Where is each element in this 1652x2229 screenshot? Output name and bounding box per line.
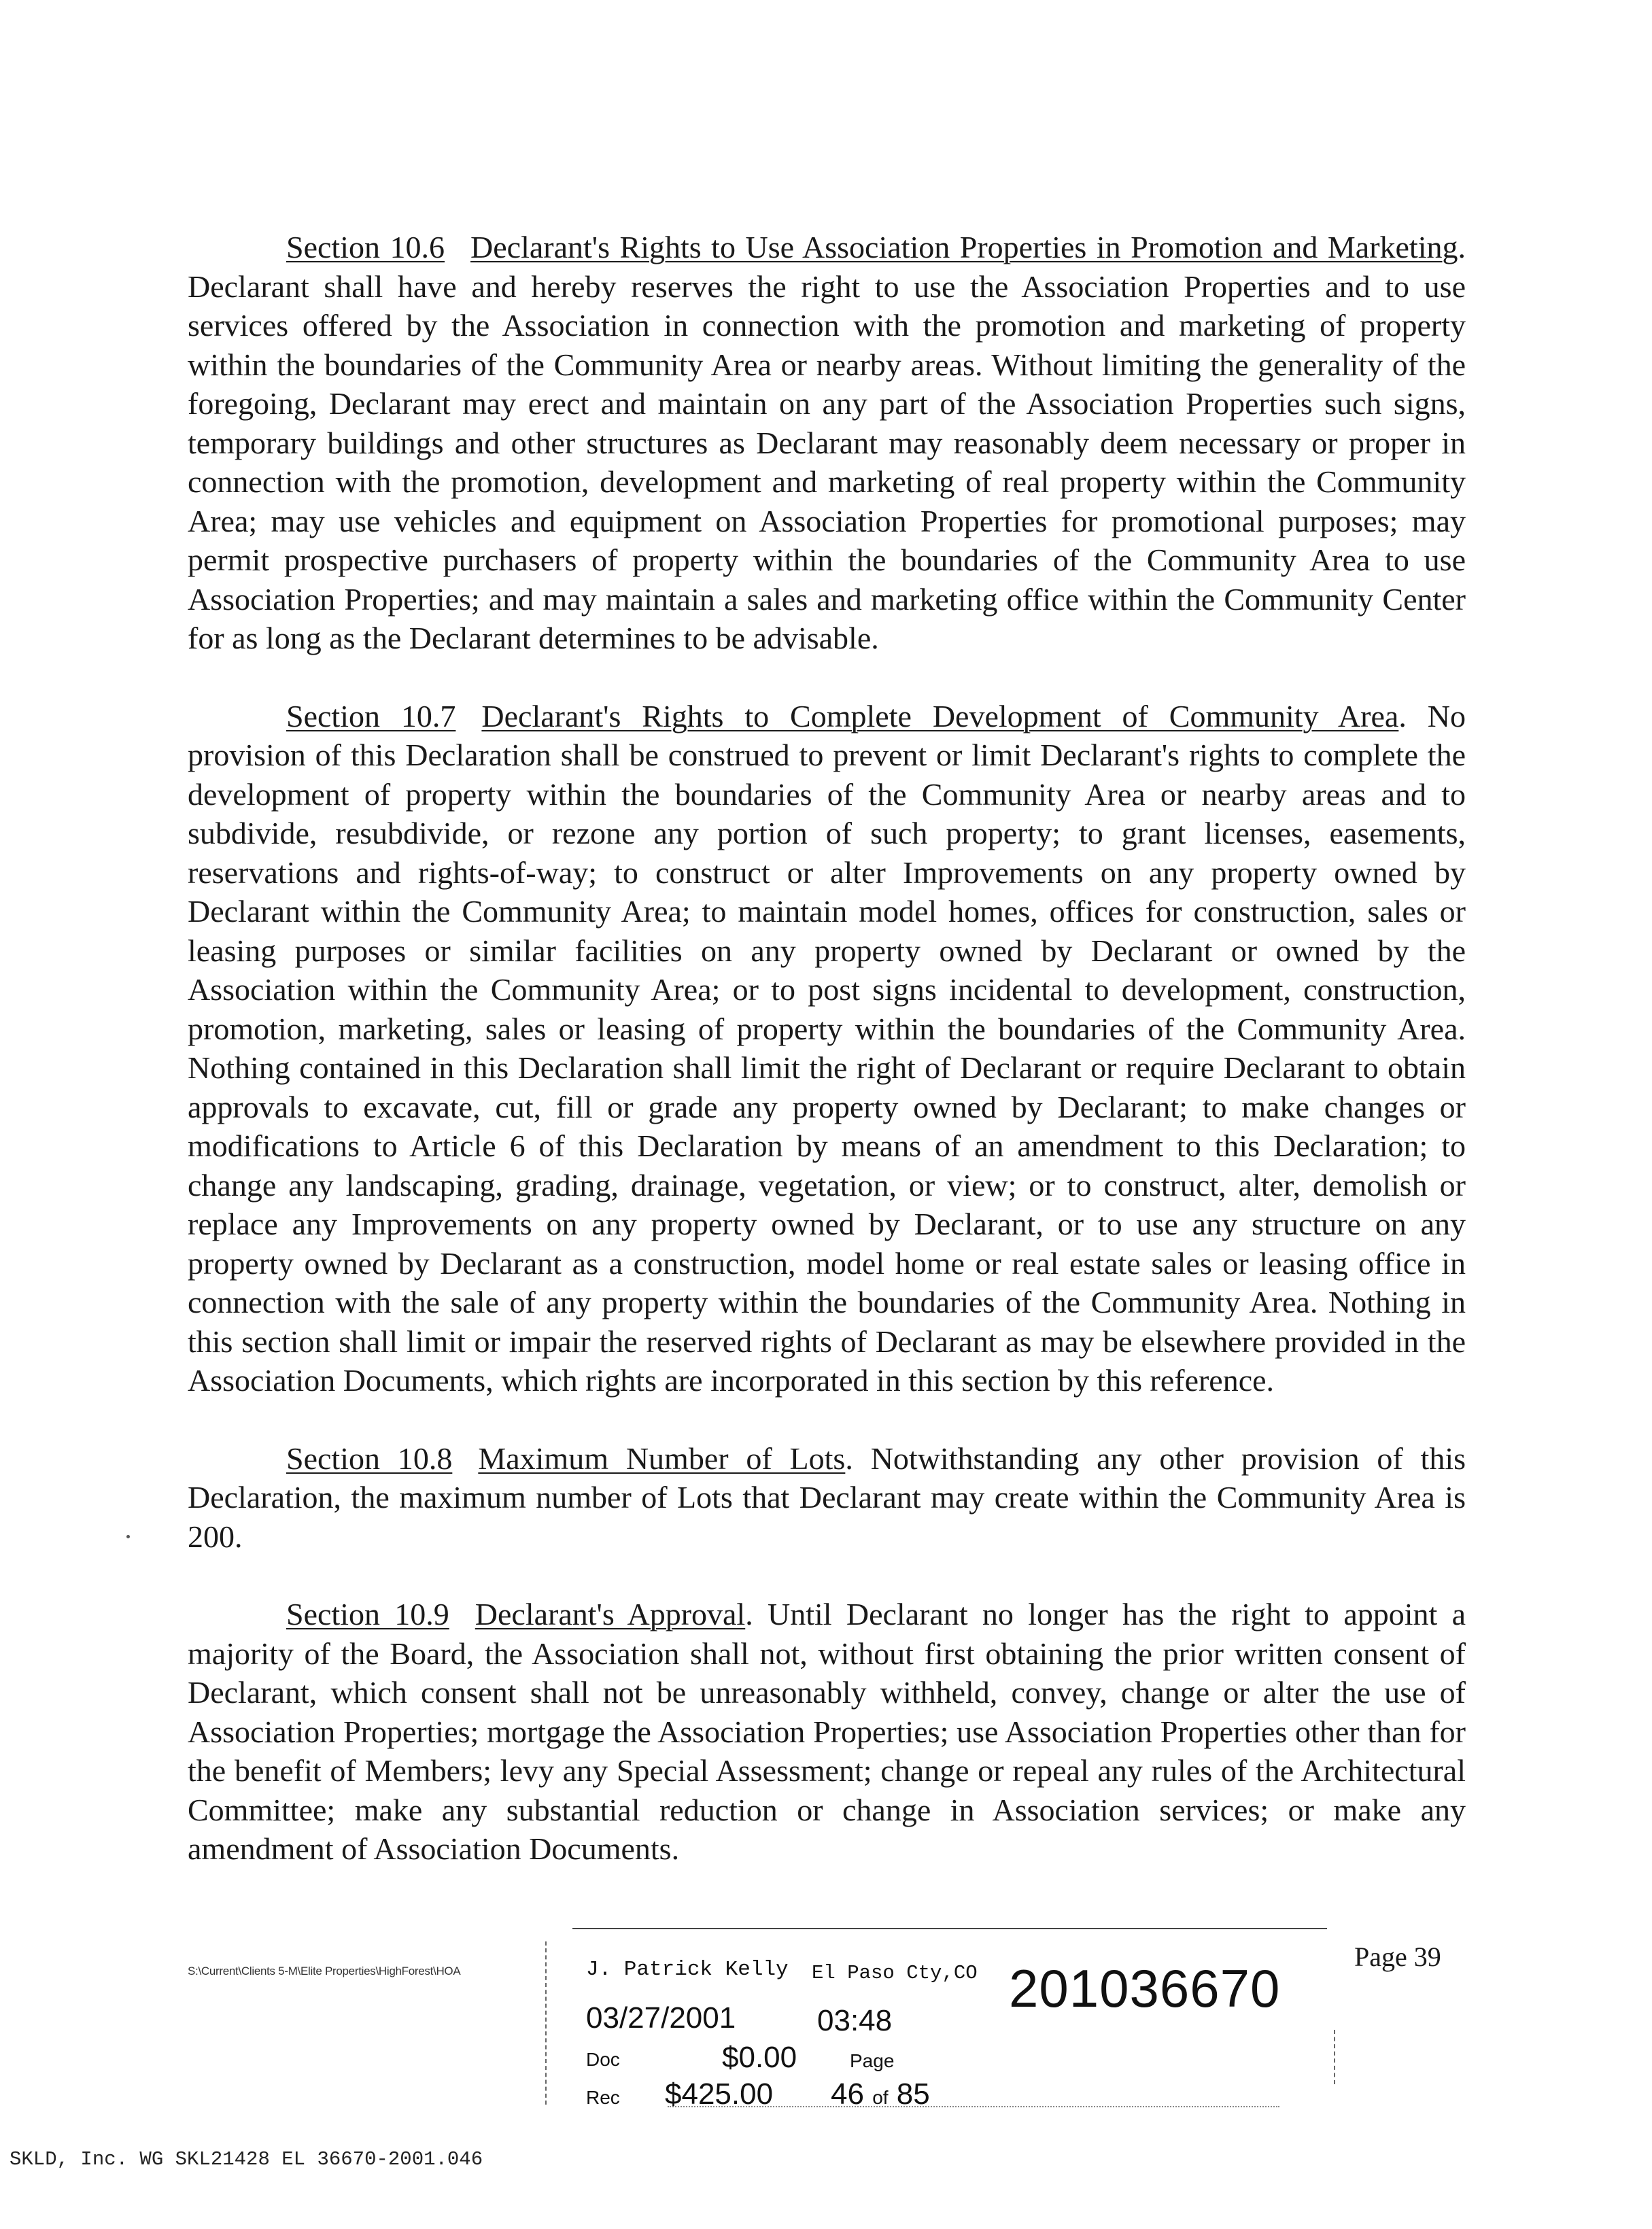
stamp-page-total: 85 xyxy=(896,2077,930,2111)
stamp-date: 03/27/2001 xyxy=(586,2001,736,2035)
scan-speck xyxy=(126,1535,130,1538)
section-text: Notwithstanding any other provision of this Declaration, the maximum number of Lots that Declarant may create within the Community Area is 200. xyxy=(188,1440,1466,1554)
section-title: Declarant's Approval xyxy=(475,1597,746,1631)
stamp-rec-fee: $425.00 xyxy=(665,2077,774,2111)
document-id-line: SKLD, Inc. WG SKL21428 EL 36670-2001.046 xyxy=(10,2148,483,2171)
section-number: Section 10.7 xyxy=(286,698,456,733)
section-text: No provision of this Declaration shall be construed to prevent or limit Declarant's rights to complete the development of property within the boundaries of the Community Area or nearby areas and to subdivide, resubdivide, or rezone any portion of such property; to grant licenses, easements, reservations and rights-of-way; to construct or alter Improvements on any property owned by Declarant within the Community Area; to maintain model homes, offices for construction, sales or leasing purposes or similar facilities on any property owned by Declarant or owned by the Association within the Community Area; or to post signs incidental to development, construction, promotion, marketing, sales or leasing of property within the boundaries of the Community Area. Nothing contained in this Declaration shall limit the right of Declarant or require Declarant to obtain approvals to excavate, cut, fill or grade any property owned by Declarant; to make changes or modifications to Article 6 of this Declaration by means of an amendment to this Declaration; to change any landscaping, grading, drainage, vegetation, or view; or to construct, alter, demolish or replace any Improvements on any property owned by Declarant, or to use any structure on any property owned by Declarant as a construction, model home or real estate sales or leasing office in connection with the sale of any property within the boundaries of the Community Area. Nothing in this section shall limit or impair the reserved rights of Declarant as may be elsewhere provided in the Association Documents, which rights are incorporated in this section by this reference. xyxy=(188,698,1466,1398)
section-number: Section 10.9 xyxy=(286,1597,449,1631)
stamp-doc-fee: $0.00 xyxy=(722,2041,797,2074)
section-text: Declarant shall have and hereby reserves the right to use the Association Properties and to use services offered by the Association in connection with the promotion and marketing of property within the boundaries of the Community Area or nearby areas. Without limiting the generality of the foregoing, Declarant may erect and maintain on any part of the Association Properties such signs, temporary buildings and other structures as Declarant may reasonably deem necessary or proper in connection with the promotion, development and marketing of real property within the Community Area; may use vehicles and equipment on Association Properties for promotional purposes; may permit prospective purchasers of property within the boundaries of the Community Area to use Association Properties; and may maintain a sales and marketing office within the Community Center for as long as the Declarant determines to be advisable. xyxy=(188,269,1466,655)
section-number: Section 10.8 xyxy=(286,1440,453,1476)
file-path: S:\Current\Clients 5-M\Elite Properties\HighForest\HOA xyxy=(188,1965,461,1977)
section-10-8: Section 10.8 Maximum Number of Lots. Notwithstanding any other provision of this Declaration, the maximum number of Lots that Declarant may create within the Community Area is 200. xyxy=(188,1440,1466,1554)
section-number: Section 10.6 xyxy=(286,230,445,264)
page-number: Page 39 xyxy=(1354,1941,1441,1972)
section-text: Until Declarant no longer has the right to appoint a majority of the Board, the Association shall not, without first obtaining the prior written consent of Declarant, which consent shall not be unreasonably withheld, convey, change or alter the use of Association Properties; mortgage the Association Properties; use Association Properties other than for the benefit of Members; levy any Special Assessment; change or repeal any rules of the Architectural Committee; make any substantial reduction or change in Association services; or make any amendment of Association Documents. xyxy=(188,1597,1466,1866)
stamp-rec-label: Rec xyxy=(586,2087,620,2108)
stamp-of-label: of xyxy=(872,2087,889,2108)
stamp-right-border xyxy=(1334,2030,1337,2084)
section-title: Declarant's Rights to Use Association Properties in Promotion and Marketing xyxy=(470,230,1458,264)
recording-stamp xyxy=(545,1928,1347,2111)
stamp-page-count xyxy=(831,2077,930,2111)
section-10-9: Section 10.9 Declarant's Approval. Until Declarant no longer has the right to appoint a majority of the Board, the Association shall not, without first obtaining the prior written consent of Declarant, which consent shall not be unreasonably withheld, convey, change or alter the use of Association Properties; mortgage the Association Properties; use Association Properties other than for the benefit of Members; levy any Special Assessment; change or repeal any rules of the Architectural Committee; make any substantial reduction or change in Association services; or make any amendment of Association Documents. xyxy=(188,1597,1466,1866)
stamp-top-rule xyxy=(572,1928,1327,1929)
section-10-7: Section 10.7 Declarant's Rights to Complete Development of Community Area. No provision of this Declaration shall be construed to prevent or limit Declarant's rights to complete the development of property within the boundaries of the Community Area or nearby areas and to subdivide, resubdivide, or rezone any portion of such property; to grant licenses, easements, reservations and rights-of-way; to construct or alter Improvements on any property owned by Declarant within the Community Area; to maintain model homes, offices for construction, sales or leasing purposes or similar facilities on any property owned by Declarant or owned by the Association within the Community Area; or to post signs incidental to development, construction, promotion, marketing, sales or leasing of property within the boundaries of the Community Area. Nothing contained in this Declaration shall limit the right of Declarant or require Declarant to obtain approvals to excavate, cut, fill or grade any property owned by Declarant; to make changes or modifications to Article 6 of this Declaration by means of an amendment to this Declaration; to change any landscaping, grading, drainage, vegetation, or view; or to construct, alter, demolish or replace any Improvements on any property owned by Declarant, or to use any structure on any property owned by Declarant as a construction, model home or real estate sales or leasing office in connection with the sale of any property within the boundaries of the Community Area. Nothing in this section shall limit or impair the reserved rights of Declarant as may be elsewhere provided in the Association Documents, which rights are incorporated in this section by this reference. xyxy=(188,698,1466,1398)
stamp-recorder: J. Patrick Kelly xyxy=(586,1958,789,1982)
stamp-left-border xyxy=(545,1941,548,2105)
stamp-county: El Paso Cty,CO xyxy=(812,1962,978,1984)
section-title: Maximum Number of Lots xyxy=(478,1440,846,1476)
stamp-page-current: 46 xyxy=(831,2077,864,2111)
section-title: Declarant's Rights to Complete Development of Community Area xyxy=(481,698,1399,733)
stamp-time: 03:48 xyxy=(817,2004,893,2037)
stamp-reception-number: 201036670 xyxy=(1009,1958,1281,2018)
stamp-doc-label: Doc xyxy=(586,2049,620,2070)
document-body xyxy=(188,228,1466,1907)
stamp-page-label: Page xyxy=(850,2050,895,2071)
section-10-6: Section 10.6 Declarant's Rights to Use Association Properties in Promotion and Marketing. Declarant shall have and hereby reserves the right to use the Association Properties and to use services offered by the Association in connection with the promotion and marketing of property within the boundaries of the Community Area or nearby areas. Without limiting the generality of the foregoing, Declarant may erect and maintain on any part of the Association Properties such signs, temporary buildings and other structures as Declarant may reasonably deem necessary or proper in connection with the promotion, development and marketing of real property within the Community Area; may use vehicles and equipment on Association Properties for promotional purposes; may permit prospective purchasers of property within the boundaries of the Community Area to use Association Properties; and may maintain a sales and marketing office within the Community Center for as long as the Declarant determines to be advisable. xyxy=(188,230,1466,655)
